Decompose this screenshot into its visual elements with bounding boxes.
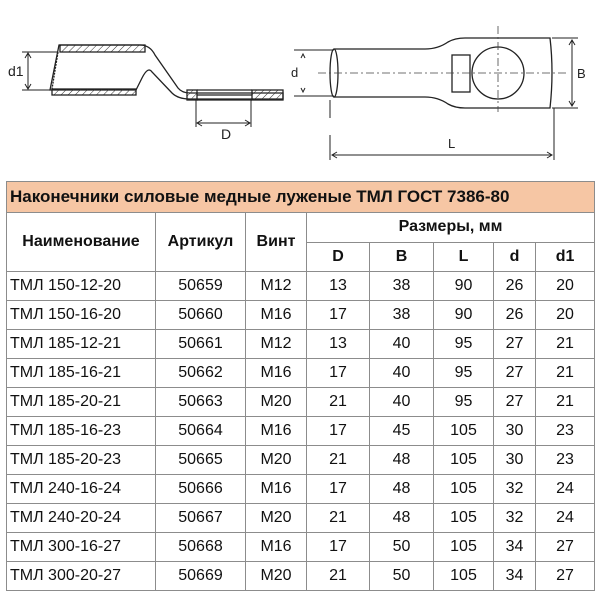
cell-article: 50666 [156,475,246,504]
table-row [7,301,595,330]
cell-d: 30 [494,417,536,446]
table-row [7,417,595,446]
cell-d1: 20 [536,301,595,330]
cell-article: 50662 [156,359,246,388]
cell-name: ТМЛ 185-16-21 [7,359,156,388]
cell-D: 13 [307,272,370,301]
d-label: d [291,65,299,80]
cell-L: 105 [434,504,494,533]
cell-L: 90 [434,301,494,330]
cell-article: 50669 [156,562,246,591]
cell-B: 40 [370,359,434,388]
cell-d1: 23 [536,417,595,446]
cell-name: ТМЛ 240-16-24 [7,475,156,504]
cell-D: 17 [307,417,370,446]
cell-L: 105 [434,417,494,446]
cell-D: 21 [307,562,370,591]
cell-L: 105 [434,533,494,562]
cell-name: ТМЛ 300-16-27 [7,533,156,562]
cell-L: 105 [434,562,494,591]
cell-D: 21 [307,388,370,417]
cell-name: ТМЛ 185-16-23 [7,417,156,446]
table-title: Наконечники силовые медные луженые ТМЛ ГОСТ 7386-80 [7,182,595,213]
centerlines [318,26,566,112]
cell-name: ТМЛ 150-12-20 [7,272,156,301]
cell-L: 90 [434,272,494,301]
cell-screw: М12 [246,330,307,359]
cell-d: 27 [494,359,536,388]
cell-name: ТМЛ 300-20-27 [7,562,156,591]
cell-d1: 21 [536,388,595,417]
cell-B: 48 [370,475,434,504]
header-row-1 [7,213,595,243]
header-article: Артикул [156,213,246,272]
cell-screw: М16 [246,533,307,562]
cell-B: 45 [370,417,434,446]
cell-d1: 27 [536,533,595,562]
D-dimension [196,100,251,127]
table-row [7,446,595,475]
D-label: D [221,126,232,142]
cell-d: 27 [494,330,536,359]
cell-article: 50665 [156,446,246,475]
cell-screw: М20 [246,562,307,591]
cell-d: 26 [494,301,536,330]
header-sizes: Размеры, мм [307,213,595,243]
cell-article: 50661 [156,330,246,359]
cell-d: 32 [494,475,536,504]
L-label: L [448,136,456,151]
lug-technical-drawing [0,0,600,175]
cell-D: 21 [307,504,370,533]
header-name: Наименование [7,213,156,272]
d1-label: d1 [8,63,24,79]
cell-B: 50 [370,533,434,562]
header-d: d [494,242,536,272]
cell-d: 34 [494,533,536,562]
cell-B: 50 [370,562,434,591]
table-row [7,533,595,562]
specs-table [6,181,595,591]
cell-article: 50660 [156,301,246,330]
cell-d1: 27 [536,562,595,591]
table-title-row [7,182,595,213]
cell-D: 17 [307,301,370,330]
cell-name: ТМЛ 150-16-20 [7,301,156,330]
cell-D: 17 [307,475,370,504]
cell-screw: М16 [246,417,307,446]
cell-article: 50668 [156,533,246,562]
table-row [7,272,595,301]
cell-name: ТМЛ 185-20-21 [7,388,156,417]
cell-d: 32 [494,504,536,533]
cell-L: 95 [434,330,494,359]
header-d1: d1 [536,242,595,272]
cell-D: 21 [307,446,370,475]
cell-d1: 21 [536,330,595,359]
cell-B: 38 [370,301,434,330]
table-row [7,504,595,533]
cell-screw: М20 [246,388,307,417]
table-row [7,388,595,417]
cell-screw: М20 [246,504,307,533]
cell-L: 105 [434,475,494,504]
cell-article: 50663 [156,388,246,417]
cell-d1: 20 [536,272,595,301]
cell-L: 95 [434,388,494,417]
cell-article: 50659 [156,272,246,301]
table-row [7,475,595,504]
cell-screw: М16 [246,475,307,504]
cell-D: 13 [307,330,370,359]
cell-name: ТМЛ 185-12-21 [7,330,156,359]
cell-B: 38 [370,272,434,301]
cell-d: 27 [494,388,536,417]
cell-screw: М16 [246,359,307,388]
cell-d: 26 [494,272,536,301]
cell-L: 95 [434,359,494,388]
cell-d1: 24 [536,504,595,533]
cell-d1: 24 [536,475,595,504]
header-D: D [307,242,370,272]
B-label: B [577,66,586,81]
cell-d1: 23 [536,446,595,475]
table-row [7,562,595,591]
cell-d: 34 [494,562,536,591]
L-dimension [330,100,554,160]
cell-B: 40 [370,330,434,359]
table-row [7,330,595,359]
cell-article: 50667 [156,504,246,533]
cell-L: 105 [434,446,494,475]
cell-article: 50664 [156,417,246,446]
side-section-view [50,45,283,100]
cell-B: 40 [370,388,434,417]
lug-drawing-svg [0,0,600,175]
cell-B: 48 [370,446,434,475]
cell-B: 48 [370,504,434,533]
cell-D: 17 [307,533,370,562]
table-row [7,359,595,388]
header-L: L [434,242,494,272]
d-dimension [294,50,334,96]
cell-screw: М20 [246,446,307,475]
cell-d1: 21 [536,359,595,388]
header-screw: Винт [246,213,307,272]
cell-name: ТМЛ 240-20-24 [7,504,156,533]
cell-D: 17 [307,359,370,388]
cell-d: 30 [494,446,536,475]
cell-screw: М12 [246,272,307,301]
cell-name: ТМЛ 185-20-23 [7,446,156,475]
cell-screw: М16 [246,301,307,330]
table-body [7,272,595,591]
header-B: B [370,242,434,272]
